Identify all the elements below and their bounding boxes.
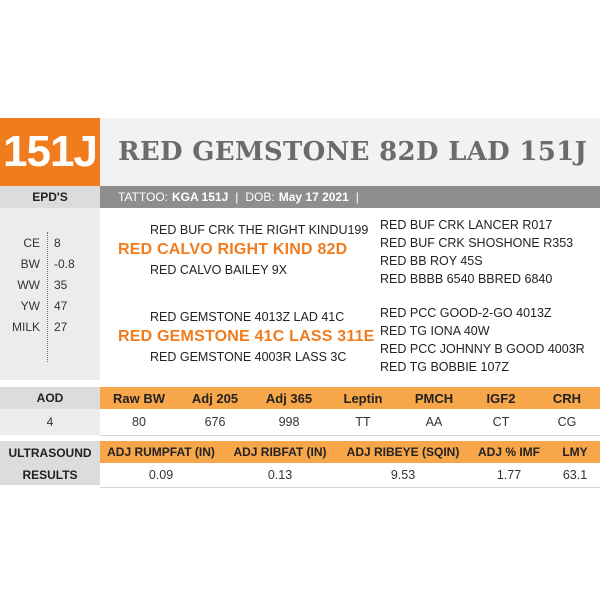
perf-value: TT [355,415,371,429]
us-header: LMY [562,445,588,459]
epd-row-ww [0,274,100,295]
perf-header: Leptin [343,390,383,406]
us-header: ADJ RIBEYE (SQIN) [346,445,460,459]
us-value: 0.09 [148,468,174,482]
epd-label: CE [23,235,40,250]
pedigree-dam-dam: RED GEMSTONE 4003R LASS 3C [150,350,347,364]
epd-row-ce [0,232,100,253]
lot-number: 151J [3,127,97,176]
pedigree-sire-sire-dam: RED BUF CRK SHOSHONE R353 [380,236,574,250]
separator: | [355,190,359,204]
epd-value: 35 [54,277,68,292]
perf-header: Raw BW [113,390,165,406]
row-divider [100,435,600,436]
perf-value: CT [492,415,510,429]
us-value: 63.1 [562,468,588,482]
epd-label: BW [20,256,40,271]
ultrasound-value-row [100,463,600,487]
epd-value: -0.8 [54,256,75,271]
animal-name-bar [100,118,600,186]
us-value: 9.53 [390,468,416,482]
tattoo-dob-bar [100,186,600,208]
aod-header: AOD [0,387,100,409]
epd-label: MILK [11,319,40,334]
pedigree-dam-sire-dam: RED TG IONA 40W [380,324,490,338]
pedigree-sire-dam: RED CALVO BAILEY 9X [150,263,288,277]
perf-header: CRH [552,390,582,406]
epd-row-milk [0,316,100,337]
perf-header: PMCH [414,390,454,406]
us-value: 1.77 [496,468,522,482]
perf-value: 998 [278,415,300,429]
pedigree-sire-sire-sire: RED BUF CRK LANCER R017 [380,218,553,232]
epd-label: WW [17,277,40,292]
pedigree-dam-dam-sire: RED PCC JOHNNY B GOOD 4003R [380,342,585,356]
tattoo-value: KGA 151J [172,190,229,204]
epd-row-bw [0,253,100,274]
aod-value: 4 [0,409,100,435]
ultrasound-header [0,441,100,465]
perf-value: 80 [132,415,146,429]
perf-header: Adj 365 [265,390,313,406]
perf-value: 676 [204,415,226,429]
ultrasound-header-row [100,441,600,463]
epd-header: EPD'S [0,186,100,208]
tattoo-label: TATTOO: [118,190,168,204]
ultrasound-header-line: RESULTS [22,468,78,482]
us-value: 0.13 [267,468,293,482]
perf-value: CG [557,415,577,429]
dob-value: May 17 2021 [278,190,349,204]
performance-header-row [100,387,600,409]
us-header: ADJ RIBFAT (IN) [233,445,327,459]
separator: | [235,190,239,204]
perf-header: IGF2 [486,390,516,406]
pedigree-dam-dam-dam: RED TG BOBBIE 107Z [380,360,509,374]
epd-row-yw [0,295,100,316]
ultrasound-header-line2 [0,465,100,485]
epd-value: 47 [54,298,68,313]
us-header: ADJ RUMPFAT (IN) [107,445,215,459]
dob-label: DOB: [245,190,275,204]
perf-value: AA [425,415,443,429]
epd-label: YW [20,298,40,313]
pedigree-sire-dam-dam: RED BBBB 6540 BBRED 6840 [380,272,553,286]
pedigree-sire-dam-sire: RED BB ROY 45S [380,254,483,268]
animal-name: RED GEMSTONE 82D LAD 151J [118,137,588,167]
epd-value: 27 [54,319,68,334]
epd-list [0,232,100,337]
row-divider [100,487,600,488]
perf-header: Adj 205 [191,390,239,406]
pedigree-dam-sire-sire: RED PCC GOOD-2-GO 4013Z [380,306,552,320]
epd-value: 8 [54,235,61,250]
ultrasound-header-line: ULTRASOUND [8,446,92,460]
us-header: ADJ % IMF [477,445,540,459]
lot-number-badge [0,118,100,186]
pedigree-dam-sire: RED GEMSTONE 4013Z LAD 41C [150,310,345,324]
performance-value-row [100,409,600,435]
pedigree-dam: RED GEMSTONE 41C LASS 311E [118,328,375,345]
pedigree-sire-sire: RED BUF CRK THE RIGHT KINDU199 [150,223,369,237]
pedigree-sire: RED CALVO RIGHT KIND 82D [118,241,348,258]
